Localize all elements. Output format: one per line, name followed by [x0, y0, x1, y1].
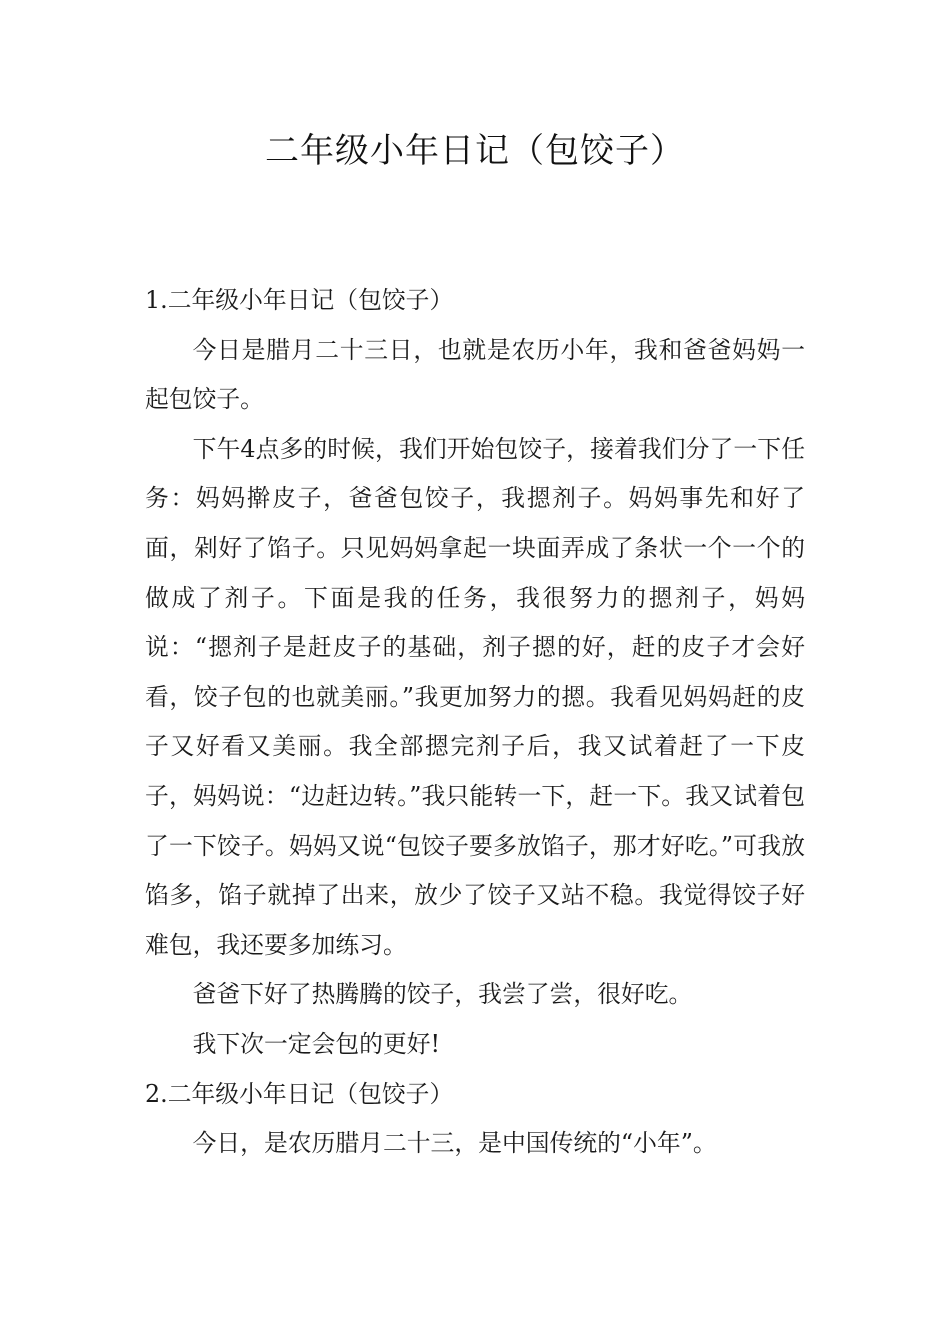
section-1-paragraph-4: 我下次一定会包的更好!	[192, 1029, 441, 1058]
section-1-heading: 1.二年级小年日记（包饺子）	[145, 286, 454, 314]
document-body	[145, 276, 805, 1169]
section-1-paragraph-3: 爸爸下好了热腾腾的饺子，我尝了尝，很好吃。	[192, 980, 693, 1009]
section-2-paragraph-1: 今日，是农历腊月二十三，是中国传统的“小年”。	[192, 1129, 717, 1158]
section-1-paragraph-1: 今日是腊月二十三日，也就是农历小年，我和爸爸妈妈一起包饺子。	[145, 335, 805, 414]
section-1-paragraph-2: 下午4点多的时候，我们开始包饺子，接着我们分了一下任务：妈妈擀皮子，爸爸包饺子，我摁剂子。妈妈事先和好了面，剁好了馅子。只见妈妈拿起一块面弄成了条状一个一个的做成了剂子。下面是我的任务，我很努力的摁剂子，妈妈说：“摁剂子是赶皮子的基础，剂子摁的好，赶的皮子才会好看，饺子包的也就美丽。”我更加努力的摁。我看见妈妈赶的皮子又好看又美丽。我全部摁完剂子后，我又试着赶了一下皮子，妈妈说：“边赶边转。”我只能转一下，赶一下。我又试着包了一下饺子。妈妈又说“包饺子要多放馅子，那才好吃。”可我放馅多，馅子就掉了出来，放少了饺子又站不稳。我觉得饺子好难包，我还要多加练习。	[145, 434, 805, 959]
document-title: 二年级小年日记（包饺子）	[265, 131, 685, 171]
section-2-heading: 2.二年级小年日记（包饺子）	[145, 1079, 454, 1108]
